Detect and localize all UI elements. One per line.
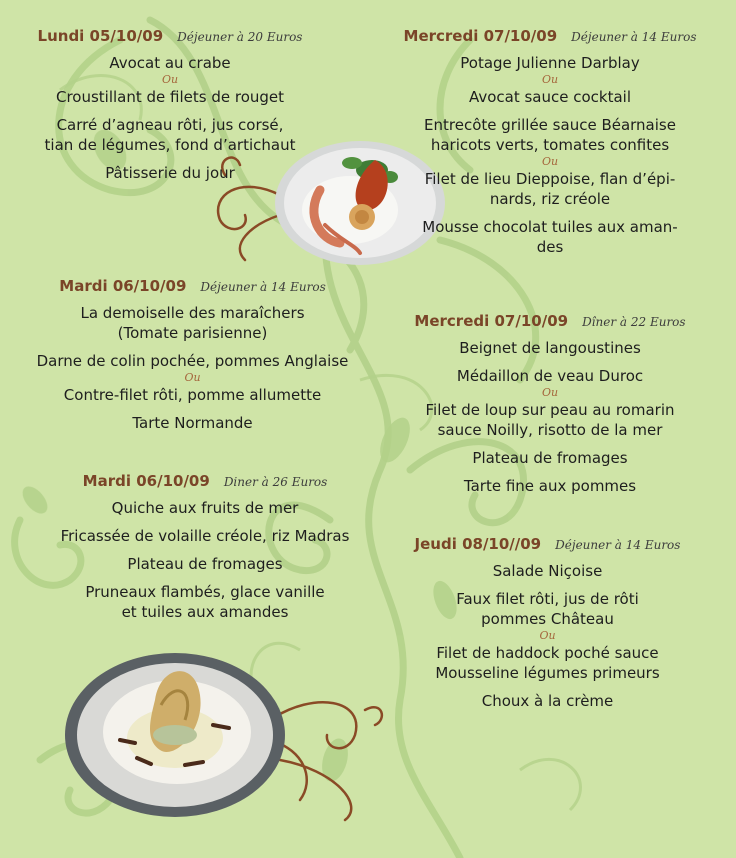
dish-item: [405, 476, 695, 496]
dish-item: [20, 163, 320, 183]
or-separator: Ou: [541, 73, 559, 86]
dish-item: [400, 53, 700, 73]
dish-line: Darne de colin pochée, pommes Anglaise: [36, 352, 349, 370]
dish-line: Carré d’agneau rôti, jus corsé,: [56, 116, 284, 134]
dish-line: sauce Noilly, risotto de la mer: [437, 421, 663, 439]
dish-item: [410, 691, 685, 711]
menu-day: Mercredi 07/10/09: [403, 27, 558, 45]
menu-price: Déjeuner à 14 Euros: [200, 280, 326, 294]
dish-line: et tuiles aux amandes: [121, 603, 289, 621]
dish-line: Plateau de fromages: [472, 449, 628, 467]
dish-item: [400, 217, 700, 257]
menu-price: Dîner à 22 Euros: [582, 315, 686, 329]
menu-block-tuesday-dinner: [30, 471, 380, 622]
dish-line: Tarte fine aux pommes: [463, 477, 637, 495]
dish-line: tian de légumes, fond d’artichaut: [44, 136, 296, 154]
or-separator: Ou: [539, 629, 556, 642]
menu-block-tuesday-lunch: [20, 276, 365, 433]
dish-line: Croustillant de filets de rouget: [55, 88, 285, 106]
menu-header: [410, 534, 685, 553]
dish-line: des: [536, 238, 564, 256]
dish-line: Choux à la crème: [481, 692, 614, 710]
dish-line: Salade Niçoise: [492, 562, 603, 580]
menu-block-monday-lunch: [20, 26, 320, 183]
dish-item: [405, 366, 695, 386]
or-separator: Ou: [184, 371, 201, 384]
menu-price: Déjeuner à 14 Euros: [571, 30, 697, 44]
dish-item: [20, 87, 320, 107]
dish-line: Mousseline légumes primeurs: [435, 664, 660, 682]
dish-line: pommes Château: [481, 610, 614, 628]
dish-item: [20, 351, 365, 371]
menu-day: Mardi 06/10/09: [59, 277, 187, 295]
dish-line: Quiche aux fruits de mer: [111, 499, 299, 517]
menu-day: Mardi 06/10/09: [82, 472, 210, 490]
dish-line: Avocat sauce cocktail: [468, 88, 632, 106]
menu-day: Lundi 05/10/09: [37, 27, 164, 45]
dish-item: [405, 338, 695, 358]
dish-item: [30, 582, 380, 622]
dish-line: Plateau de fromages: [127, 555, 283, 573]
menu-header: [405, 311, 695, 330]
dish-line: Médaillon de veau Duroc: [456, 367, 644, 385]
menu-block-thursday-lunch: [410, 534, 685, 711]
or-separator: Ou: [541, 386, 559, 399]
menu-price: Déjeuner à 20 Euros: [177, 30, 303, 44]
dish-item: [400, 87, 700, 107]
dish-line: Pruneaux flambés, glace vanille: [85, 583, 325, 601]
dish-item: [20, 115, 320, 155]
dish-line: Potage Julienne Darblay: [460, 54, 640, 72]
plate-crepe-photo: [65, 640, 390, 825]
dish-line: Entrecôte grillée sauce Béarnaise: [424, 116, 676, 134]
dish-item: [405, 448, 695, 468]
menu-price: Déjeuner à 14 Euros: [555, 538, 681, 552]
dish-line: Beignet de langoustines: [459, 339, 641, 357]
dish-line: La demoiselle des maraîchers: [80, 304, 305, 322]
dish-line: haricots verts, tomates confites: [430, 136, 670, 154]
dish-item: [405, 400, 695, 440]
dish-line: Pâtisserie du jour: [105, 164, 235, 182]
dish-line: Avocat au crabe: [109, 54, 231, 72]
menu-header: [400, 26, 700, 45]
dish-item: [400, 169, 700, 209]
dish-line: Contre-filet rôti, pomme allumette: [63, 386, 322, 404]
dish-item: [20, 303, 365, 343]
dish-line: Faux filet rôti, jus de rôti: [456, 590, 639, 608]
dish-item: [30, 498, 380, 518]
menu-header: [20, 276, 365, 295]
dish-line: Mousse chocolat tuiles aux aman-: [422, 218, 678, 236]
menu-header: [20, 26, 320, 45]
or-separator: Ou: [161, 73, 179, 86]
dish-line: Filet de haddock poché sauce: [436, 644, 659, 662]
menu-header: [30, 471, 380, 490]
menu-block-wednesday-lunch: [400, 26, 700, 257]
menu-day: Mercredi 07/10/09: [414, 312, 569, 330]
dish-item: [20, 385, 365, 405]
dish-item: [400, 115, 700, 155]
dish-line: Tarte Normande: [132, 414, 253, 432]
dish-line: Fricassée de volaille créole, riz Madras: [60, 527, 350, 545]
dish-item: [410, 561, 685, 581]
dish-line: nards, riz créole: [489, 190, 611, 208]
menu-price: Diner à 26 Euros: [223, 475, 328, 489]
dish-line: Filet de lieu Dieppoise, flan d’épi-: [424, 170, 676, 188]
dish-item: [410, 589, 685, 629]
dish-item: [20, 53, 320, 73]
or-separator: Ou: [541, 155, 559, 168]
menu-block-wednesday-dinner: [405, 311, 695, 496]
dish-item: [20, 413, 365, 433]
dish-line: Filet de loup sur peau au romarin: [425, 401, 675, 419]
dish-item: [30, 554, 380, 574]
menu-day: Jeudi 08/10//09: [414, 535, 542, 553]
dish-item: [30, 526, 380, 546]
dish-item: [410, 643, 685, 683]
dish-line: (Tomate parisienne): [117, 324, 268, 342]
